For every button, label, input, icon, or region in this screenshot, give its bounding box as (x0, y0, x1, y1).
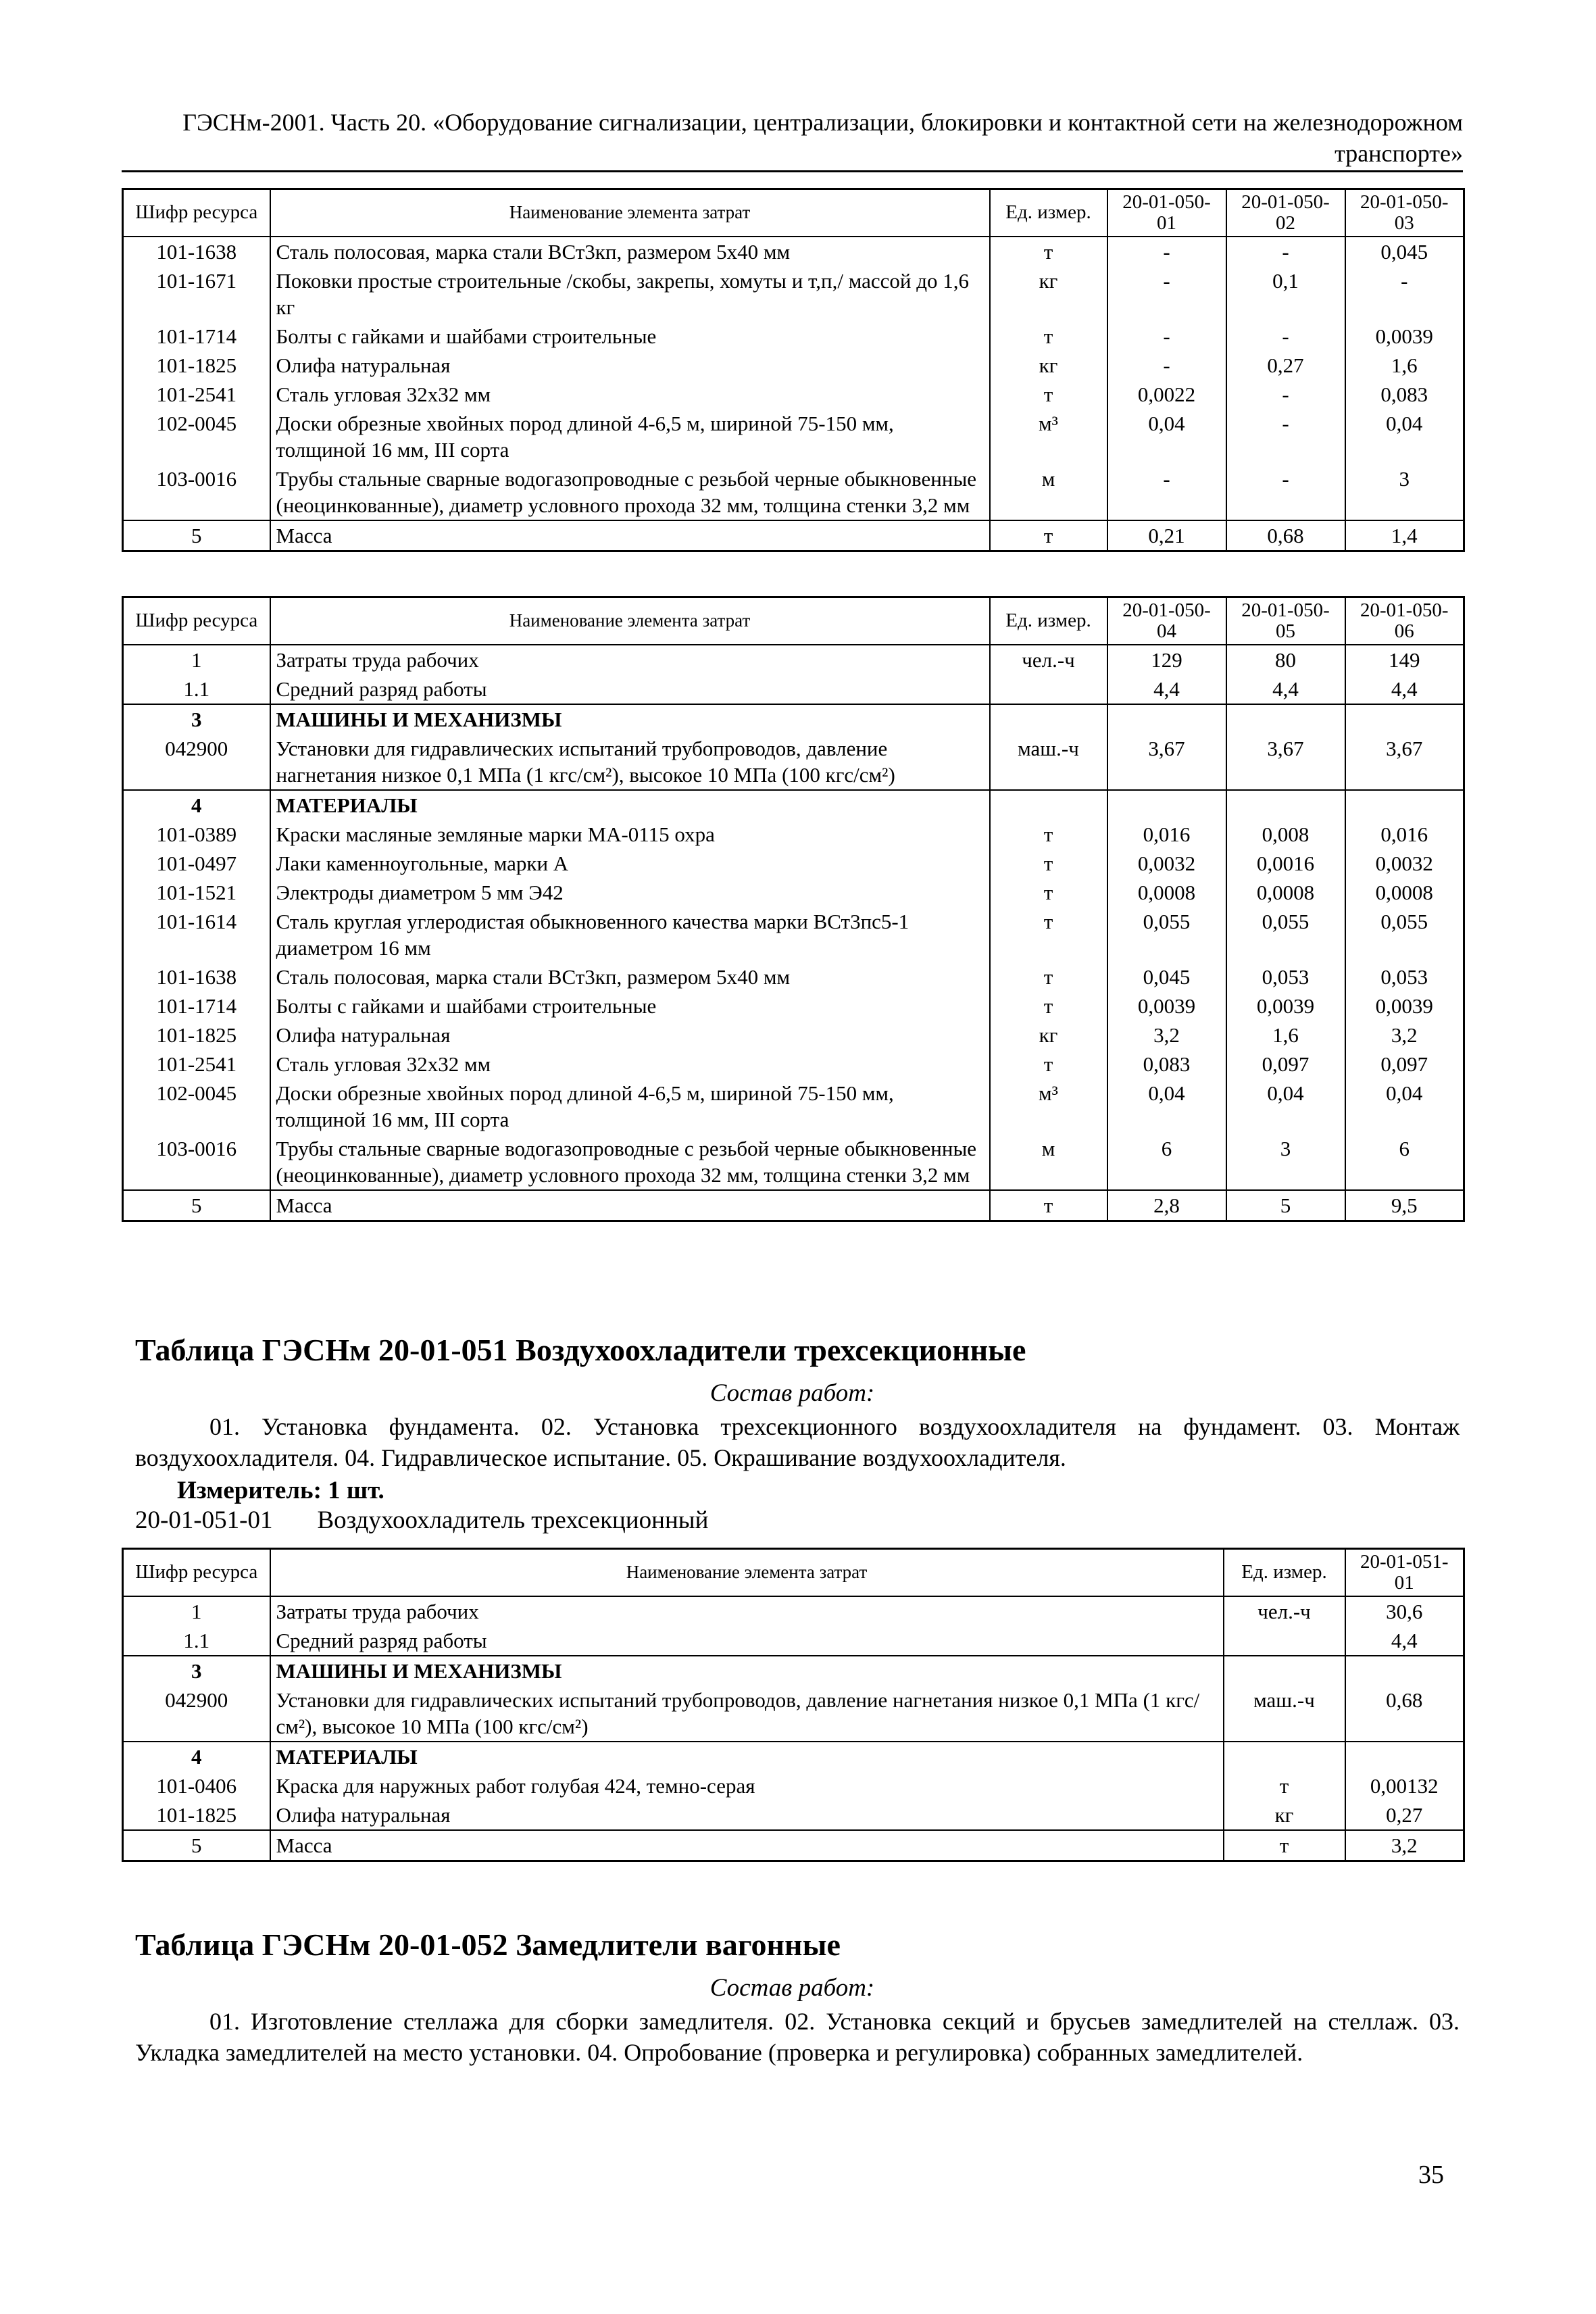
cell-value-1: 0,045 (1107, 962, 1226, 991)
section-title-051: Таблица ГЭСНм 20-01-051 Воздухоохладители трехсекционные (135, 1333, 1026, 1367)
cell-code: 101-1714 (123, 322, 270, 351)
cell-value-2: 1,6 (1226, 1020, 1345, 1050)
cell-empty (1345, 790, 1464, 820)
cell-name: Сталь угловая 32х32 мм (270, 380, 990, 409)
cell-value-3: 0,0039 (1345, 322, 1464, 351)
composition-label-051: Состав работ: (709, 1379, 875, 1407)
cell-value-2: 0,1 (1226, 266, 1345, 322)
cell-unit: чел.-ч (990, 645, 1107, 674)
table-row (123, 409, 1464, 464)
header-code: Шифр ресурса (123, 1549, 270, 1596)
cell-unit: т (990, 907, 1107, 962)
cell-name: Затраты труда рабочих (270, 645, 990, 674)
cell-unit: т (1224, 1830, 1345, 1861)
cell-name: Сталь круглая углеродистая обыкновенного качества марки ВСт3пс5-1 диаметром 16 мм (270, 907, 990, 962)
table-row (123, 645, 1464, 674)
cell-code: 101-1671 (123, 266, 270, 322)
section-row-materials (123, 1742, 1464, 1771)
cell-name: Средний разряд работы (270, 674, 990, 704)
item-code: 20-01-051-01 (135, 1506, 273, 1534)
cell-name: Трубы стальные сварные водогазопроводные с резьбой черные обыкновенные (неоцинкованные), диаметр условного прохода 32 мм, толщина стенки 3,2 мм (270, 464, 990, 520)
cell-value-2: 4,4 (1226, 674, 1345, 704)
cell-code: 1.1 (123, 1626, 270, 1656)
table-row (123, 351, 1464, 380)
resource-table-051-01 (122, 1548, 1465, 1862)
cell-empty (990, 704, 1107, 734)
cell-empty (1345, 704, 1464, 734)
cell-name: Масса (270, 1190, 990, 1221)
cell-unit: т (990, 878, 1107, 907)
cell-value-1: 3,2 (1345, 1830, 1464, 1861)
cell-value-1: 0,27 (1345, 1800, 1464, 1830)
cell-code: 1.1 (123, 674, 270, 704)
cell-unit: м³ (990, 1079, 1107, 1134)
table-row (123, 1626, 1464, 1656)
cell-value-2: - (1226, 464, 1345, 520)
cell-value-2: - (1226, 322, 1345, 351)
cell-unit: чел.-ч (1224, 1596, 1345, 1626)
cell-unit: т (990, 849, 1107, 878)
cell-value-1: 30,6 (1345, 1596, 1464, 1626)
table-row (123, 849, 1464, 878)
cell-name: Трубы стальные сварные водогазопроводные с резьбой черные обыкновенные (неоцинкованные), диаметр условного прохода 32 мм, толщина стенки 3,2 мм (270, 1134, 990, 1190)
cell-value-1: 0,0008 (1107, 878, 1226, 907)
cell-unit: м (990, 1134, 1107, 1190)
table-row (123, 266, 1464, 322)
cell-unit: т (990, 1050, 1107, 1079)
cell-unit: т (1224, 1771, 1345, 1800)
cell-value-3: - (1345, 266, 1464, 322)
cell-code: 3 (123, 1656, 270, 1685)
cell-name: Олифа натуральная (270, 351, 990, 380)
header-name: Наименование элемента затрат (270, 189, 990, 237)
cell-value-2: 0,008 (1226, 820, 1345, 849)
cell-value-1: 0,21 (1107, 520, 1226, 551)
cell-unit (1224, 1626, 1345, 1656)
cell-value-1: 0,68 (1345, 1685, 1464, 1742)
cell-code: 102-0045 (123, 1079, 270, 1134)
table-row (123, 1596, 1464, 1626)
cell-name: Доски обрезные хвойных пород длиной 4-6,5 м, шириной 75-150 мм, толщиной 16 мм, III сорта (270, 1079, 990, 1134)
cell-name: Сталь полосовая, марка стали ВСт3кп, размером 5х40 мм (270, 962, 990, 991)
cell-value-3: 0,0032 (1345, 849, 1464, 878)
table-row (123, 878, 1464, 907)
cell-code: 4 (123, 790, 270, 820)
measure-051: Измеритель: 1 шт. (177, 1477, 384, 1504)
cell-name: Краска для наружных работ голубая 424, темно-серая (270, 1771, 1224, 1800)
cell-name: Масса (270, 520, 990, 551)
cell-value-2: - (1226, 380, 1345, 409)
page-number: 35 (1418, 2161, 1444, 2189)
cell-value-3: 0,055 (1345, 907, 1464, 962)
cell-value-3: 1,6 (1345, 351, 1464, 380)
cell-code: 1 (123, 1596, 270, 1626)
cell-value-1: - (1107, 351, 1226, 380)
cell-value-1: - (1107, 322, 1226, 351)
cell-value-1: 0,016 (1107, 820, 1226, 849)
cell-value-3: 0,0008 (1345, 878, 1464, 907)
cell-name: Затраты труда рабочих (270, 1596, 1224, 1626)
cell-unit: т (990, 962, 1107, 991)
cell-empty (1107, 704, 1226, 734)
cell-code: 5 (123, 520, 270, 551)
header-unit: Ед. измер. (990, 597, 1107, 645)
cell-code: 101-0406 (123, 1771, 270, 1800)
header-unit: Ед. измер. (990, 189, 1107, 237)
header-col-3: 20-01-050-03 (1345, 189, 1464, 237)
cell-name: МАТЕРИАЛЫ (270, 790, 990, 820)
cell-code: 3 (123, 704, 270, 734)
table-row (123, 237, 1464, 266)
cell-unit: маш.-ч (1224, 1685, 1345, 1742)
cell-code: 102-0045 (123, 409, 270, 464)
header-col-2: 20-01-050-05 (1226, 597, 1345, 645)
cell-value-2: - (1226, 237, 1345, 266)
cell-code: 101-1638 (123, 962, 270, 991)
table-row (123, 380, 1464, 409)
cell-value-1: 0,04 (1107, 1079, 1226, 1134)
composition-text-051: 01. Установка фундамента. 02. Установка трехсекционного воздухоохладителя на фундамент. 03. Монтаж воздухоохладителя. 04. Гидравлическое испытание. 05. Окрашивание воздухоохладителя. (135, 1413, 1460, 1471)
cell-value-1: 3,67 (1107, 734, 1226, 790)
cell-code: 101-0497 (123, 849, 270, 878)
table-row (123, 674, 1464, 704)
cell-value-3: 0,0039 (1345, 991, 1464, 1020)
cell-unit: маш.-ч (990, 734, 1107, 790)
table-row (123, 962, 1464, 991)
table-row (123, 907, 1464, 962)
cell-name: Установки для гидравлических испытаний трубопроводов, давление нагнетания низкое 0,1 МПа (1 кгс/см²), высокое 10 МПа (100 кгс/см²) (270, 1685, 1224, 1742)
mass-row (123, 520, 1464, 551)
cell-value-1: 0,00132 (1345, 1771, 1464, 1800)
cell-empty (1107, 790, 1226, 820)
cell-code: 101-1714 (123, 991, 270, 1020)
header-unit: Ед. измер. (1224, 1549, 1345, 1596)
item-description: Воздухоохладитель трехсекционный (317, 1506, 709, 1534)
cell-name: Болты с гайками и шайбами строительные (270, 322, 990, 351)
cell-empty (1224, 1656, 1345, 1685)
table-row (123, 1800, 1464, 1830)
resource-table-050-01-03 (122, 188, 1465, 552)
cell-value-3: 149 (1345, 645, 1464, 674)
cell-empty (1345, 1656, 1464, 1685)
cell-code: 101-1825 (123, 1020, 270, 1050)
composition-text-052: 01. Изготовление стеллажа для сборки замедлителя. 02. Установка секций и брусьев замедлителей на стеллаж. 03. Укладка замедлителей на место установки. 04. Опробование (проверка и регулировка) собранных замедлителей. (135, 2008, 1460, 2066)
cell-code: 103-0016 (123, 464, 270, 520)
cell-value-2: 5 (1226, 1190, 1345, 1221)
cell-code: 101-1638 (123, 237, 270, 266)
cell-value-3: 0,083 (1345, 380, 1464, 409)
cell-value-1: - (1107, 266, 1226, 322)
cell-code: 101-1614 (123, 907, 270, 962)
cell-unit: т (990, 237, 1107, 266)
cell-value-1: 0,04 (1107, 409, 1226, 464)
cell-name: МАШИНЫ И МЕХАНИЗМЫ (270, 704, 990, 734)
cell-code: 5 (123, 1190, 270, 1221)
cell-code: 101-1825 (123, 351, 270, 380)
cell-code: 101-2541 (123, 1050, 270, 1079)
cell-name: Масса (270, 1830, 1224, 1861)
cell-value-1: 4,4 (1107, 674, 1226, 704)
cell-value-3: 6 (1345, 1134, 1464, 1190)
cell-unit: т (990, 322, 1107, 351)
section-row-materials (123, 790, 1464, 820)
table-row (123, 322, 1464, 351)
cell-value-1: 2,8 (1107, 1190, 1226, 1221)
header-col-1: 20-01-050-01 (1107, 189, 1226, 237)
cell-value-3: 0,097 (1345, 1050, 1464, 1079)
cell-unit: кг (990, 266, 1107, 322)
cell-value-3: 3,67 (1345, 734, 1464, 790)
cell-name: Доски обрезные хвойных пород длиной 4-6,5 м, шириной 75-150 мм, толщиной 16 мм, III сорта (270, 409, 990, 464)
cell-value-2: 0,055 (1226, 907, 1345, 962)
table-row (123, 1079, 1464, 1134)
header-name: Наименование элемента затрат (270, 597, 990, 645)
cell-name: Средний разряд работы (270, 1626, 1224, 1656)
cell-value-1: 0,055 (1107, 907, 1226, 962)
cell-value-2: 0,0039 (1226, 991, 1345, 1020)
cell-value-1: 6 (1107, 1134, 1226, 1190)
cell-value-1: 0,0032 (1107, 849, 1226, 878)
cell-unit: кг (990, 351, 1107, 380)
cell-unit: кг (990, 1020, 1107, 1050)
cell-empty (990, 790, 1107, 820)
cell-code: 042900 (123, 1685, 270, 1742)
cell-value-1: 4,4 (1345, 1626, 1464, 1656)
cell-empty (1226, 704, 1345, 734)
cell-value-2: 0,68 (1226, 520, 1345, 551)
cell-value-2: 0,04 (1226, 1079, 1345, 1134)
cell-empty (1226, 790, 1345, 820)
table-row (123, 991, 1464, 1020)
cell-name: Поковки простые строительные /скобы, закрепы, хомуты и т,п,/ массой до 1,6 кг (270, 266, 990, 322)
header-col-1: 20-01-051-01 (1345, 1549, 1464, 1596)
cell-empty (1224, 1742, 1345, 1771)
header-col-3: 20-01-050-06 (1345, 597, 1464, 645)
cell-code: 101-1825 (123, 1800, 270, 1830)
table-row (123, 1134, 1464, 1190)
table-row (123, 734, 1464, 790)
section-row-machines (123, 704, 1464, 734)
cell-name: Электроды диаметром 5 мм Э42 (270, 878, 990, 907)
cell-unit: т (990, 820, 1107, 849)
table-row (123, 1685, 1464, 1742)
cell-code: 4 (123, 1742, 270, 1771)
cell-code: 101-2541 (123, 380, 270, 409)
cell-name: Олифа натуральная (270, 1800, 1224, 1830)
cell-value-1: - (1107, 464, 1226, 520)
table-row (123, 1771, 1464, 1800)
cell-value-2: 3 (1226, 1134, 1345, 1190)
item-line-051 (135, 1506, 708, 1535)
cell-value-3: 0,04 (1345, 409, 1464, 464)
cell-unit: т (990, 520, 1107, 551)
cell-code: 103-0016 (123, 1134, 270, 1190)
cell-name: МАШИНЫ И МЕХАНИЗМЫ (270, 1656, 1224, 1685)
cell-unit: кг (1224, 1800, 1345, 1830)
cell-unit: м³ (990, 409, 1107, 464)
cell-name: Установки для гидравлических испытаний трубопроводов, давление нагнетания низкое 0,1 МПа (1 кгс/см²), высокое 10 МПа (100 кгс/см²) (270, 734, 990, 790)
cell-value-3: 9,5 (1345, 1190, 1464, 1221)
cell-code: 5 (123, 1830, 270, 1861)
cell-unit: т (990, 380, 1107, 409)
cell-value-2: - (1226, 409, 1345, 464)
cell-value-3: 3,2 (1345, 1020, 1464, 1050)
cell-value-2: 0,097 (1226, 1050, 1345, 1079)
cell-value-2: 0,0016 (1226, 849, 1345, 878)
cell-value-3: 0,053 (1345, 962, 1464, 991)
cell-code: 101-1521 (123, 878, 270, 907)
cell-name: Сталь полосовая, марка стали ВСт3кп, размером 5х40 мм (270, 237, 990, 266)
header-name: Наименование элемента затрат (270, 1549, 1224, 1596)
cell-value-2: 0,0008 (1226, 878, 1345, 907)
cell-value-1: 129 (1107, 645, 1226, 674)
composition-label-052: Состав работ: (709, 1974, 875, 2002)
header-col-1: 20-01-050-04 (1107, 597, 1226, 645)
cell-value-2: 0,27 (1226, 351, 1345, 380)
cell-code: 042900 (123, 734, 270, 790)
cell-name: Лаки каменноугольные, марки А (270, 849, 990, 878)
cell-empty (1345, 1742, 1464, 1771)
cell-value-3: 0,045 (1345, 237, 1464, 266)
header-col-2: 20-01-050-02 (1226, 189, 1345, 237)
section-title-052: Таблица ГЭСНм 20-01-052 Замедлители вагонные (135, 1927, 841, 1962)
cell-value-2: 3,67 (1226, 734, 1345, 790)
table-row (123, 1050, 1464, 1079)
cell-value-3: 0,04 (1345, 1079, 1464, 1134)
cell-value-2: 80 (1226, 645, 1345, 674)
header-code: Шифр ресурса (123, 189, 270, 237)
section-row-machines (123, 1656, 1464, 1685)
cell-name: Краски масляные земляные марки МА-0115 охра (270, 820, 990, 849)
cell-value-1: - (1107, 237, 1226, 266)
cell-name: Олифа натуральная (270, 1020, 990, 1050)
cell-code: 101-0389 (123, 820, 270, 849)
cell-value-3: 3 (1345, 464, 1464, 520)
cell-name: Болты с гайками и шайбами строительные (270, 991, 990, 1020)
cell-value-3: 1,4 (1345, 520, 1464, 551)
cell-unit: м (990, 464, 1107, 520)
cell-value-1: 0,083 (1107, 1050, 1226, 1079)
cell-value-1: 0,0039 (1107, 991, 1226, 1020)
page-header: ГЭСНм-2001. Часть 20. «Оборудование сигнализации, централизации, блокировки и контактной сети на железнодорожном транспорте» (122, 107, 1463, 172)
cell-name: Сталь угловая 32х32 мм (270, 1050, 990, 1079)
table-row (123, 464, 1464, 520)
cell-name: МАТЕРИАЛЫ (270, 1742, 1224, 1771)
table-row (123, 1020, 1464, 1050)
cell-value-2: 0,053 (1226, 962, 1345, 991)
table-row (123, 820, 1464, 849)
resource-table-050-04-06 (122, 596, 1465, 1222)
header-code: Шифр ресурса (123, 597, 270, 645)
cell-unit (990, 674, 1107, 704)
cell-unit: т (990, 1190, 1107, 1221)
cell-code: 1 (123, 645, 270, 674)
cell-value-1: 0,0022 (1107, 380, 1226, 409)
mass-row (123, 1830, 1464, 1861)
cell-value-3: 4,4 (1345, 674, 1464, 704)
mass-row (123, 1190, 1464, 1221)
cell-unit: т (990, 991, 1107, 1020)
cell-value-3: 0,016 (1345, 820, 1464, 849)
cell-value-1: 3,2 (1107, 1020, 1226, 1050)
